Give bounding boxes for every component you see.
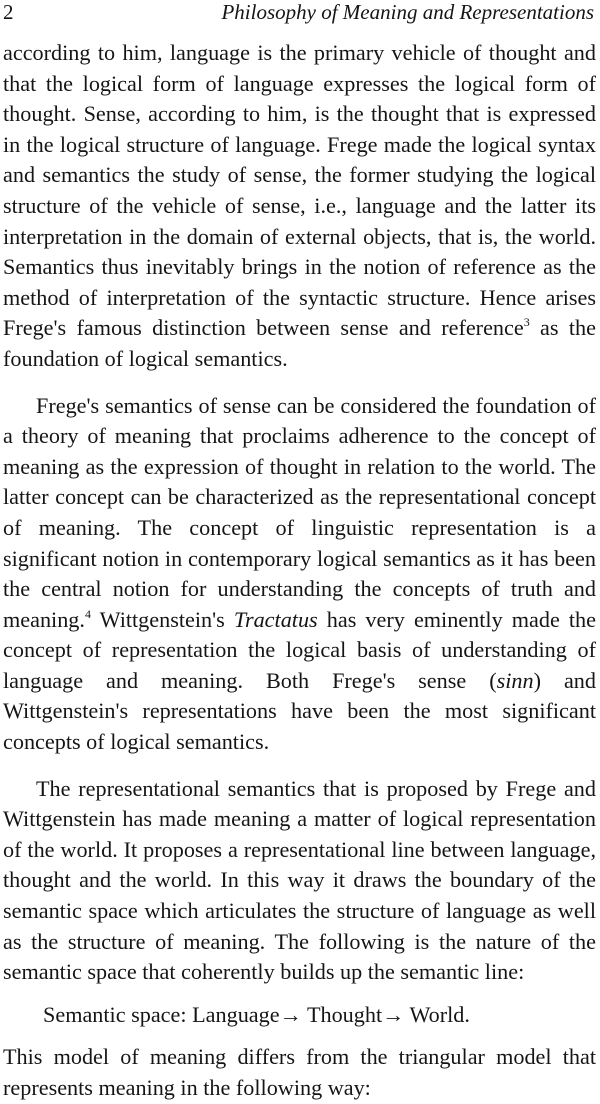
paragraph-2-text-end: ) and Wittgenstein's representations have been the most significant concepts of logical semantics.: [3, 667, 596, 755]
tractatus-title: Tractatus: [233, 606, 318, 632]
page-header: [3, 0, 594, 34]
paragraph-2-text-mid: Wittgenstein's: [90, 606, 234, 632]
paragraph-gap: [3, 758, 596, 774]
paragraph-1-text: according to him, language is the primary vehicle of thought and that the logical form of language expresses the logical form of thought. Sense, according to him, is the thought that is expressed in the logical structure of language. Frege made the logical syntax and semantics the study of sense, the former studying the logical structure of the vehicle of sense, i.e., language and the latter its interpretation in the domain of external objects, that is, the world. Semantics thus inevitably brings in the notion of reference as the method of interpretation of the syntactic structure. Hence arises Frege's famous distinction between sense and reference: [3, 40, 596, 341]
formula-term-world: World.: [409, 1001, 470, 1027]
paragraph-gap: [3, 375, 596, 391]
footnote-marker-4: 4: [84, 606, 91, 621]
running-title: Philosophy of Meaning and Representations: [221, 0, 594, 24]
semantic-space-formula: [3, 1000, 596, 1031]
paragraph-1: [3, 38, 596, 375]
paragraph-gap: [3, 988, 596, 1000]
footnote-marker-3: 3: [523, 315, 530, 330]
paragraph-2-text-after: has very eminently made the concept of representation the logical basis of understanding of language and meaning. Both Frege's sense (: [3, 606, 596, 693]
page-number: 2: [3, 0, 14, 24]
formula-label: Semantic space:: [43, 1001, 187, 1027]
paragraph-2: [3, 391, 596, 758]
closing-paragraph: This model of meaning differs from the triangular model that represents meaning in the following way:: [3, 1044, 596, 1100]
paragraph-1-text-end: as the foundation of logical semantics.: [3, 315, 596, 371]
formula-arrow-2: →: [382, 1001, 405, 1027]
formula-arrow-1: →: [279, 1001, 302, 1027]
formula-term-language: Language: [192, 1001, 280, 1027]
paragraph-2-text: Frege's semantics of sense can be considered the foundation of a theory of meaning that proclaims adherence to the concept of meaning as the expression of thought in relation to the world. The latter concept can be characterized as the representational concept of meaning. The concept of linguistic representation is a significant notion in contemporary logical semantics as it has been the central notion for understanding the concepts of truth and meaning.: [3, 392, 596, 632]
body-text: [3, 38, 596, 1104]
sinn-term: sinn: [496, 667, 534, 693]
paragraph-gap: [3, 1030, 596, 1042]
paragraph-3: The representational semantics that is proposed by Frege and Wittgenstein has made meaning a matter of logical representation of the world. It proposes a representational line between language, thought and the world. In this way it draws the boundary of the semantic space which articulates the structure of language as well as the structure of meaning. The following is the nature of the semantic space that coherently builds up the semantic line:: [3, 775, 596, 985]
formula-term-thought: Thought: [306, 1001, 383, 1027]
